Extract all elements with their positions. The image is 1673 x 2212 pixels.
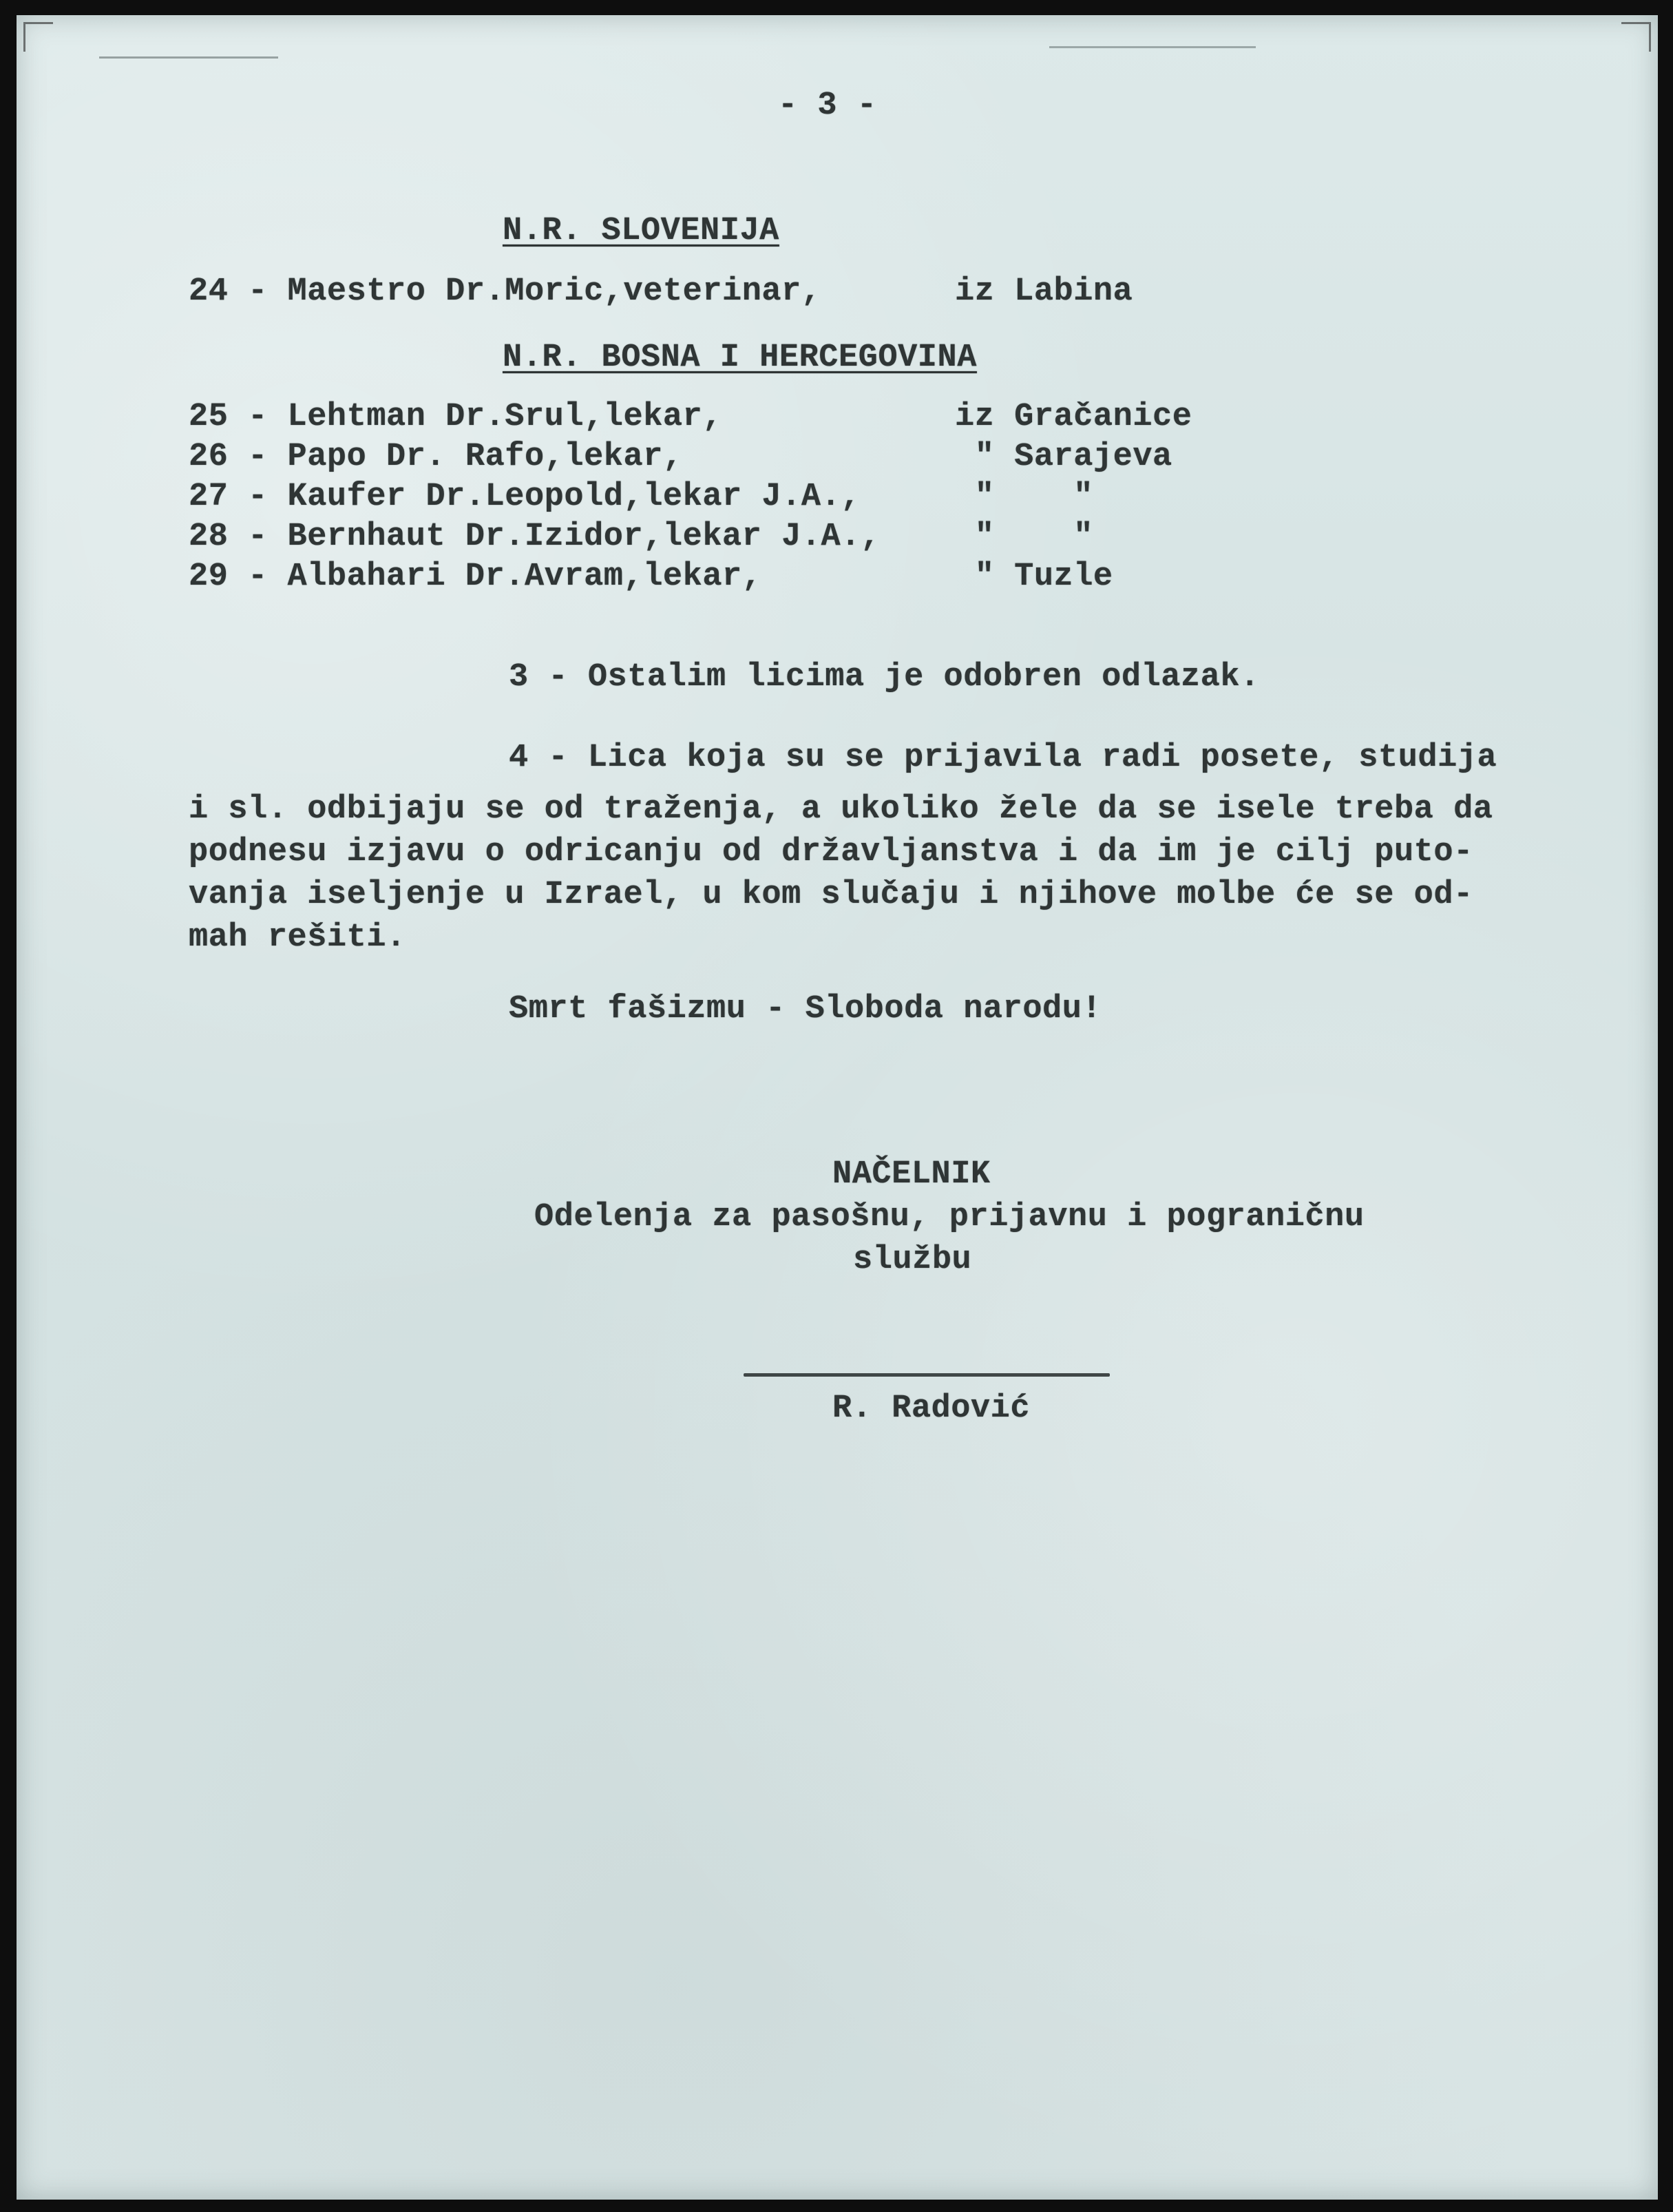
list-item-name: 29 - Albahari Dr.Avram,lekar, xyxy=(189,559,762,595)
list-item-origin: iz Gračanice xyxy=(955,399,1192,435)
signature-organization: Odelenja za pasošnu, prijavnu i pograničnu xyxy=(534,1199,1365,1235)
list-item-name: 26 - Papo Dr. Rafo,lekar, xyxy=(189,439,683,475)
signature-line xyxy=(744,1373,1110,1377)
list-item-name: 28 - Bernhaut Dr.Izidor,lekar J.A., xyxy=(189,519,881,555)
scan-edge-mark xyxy=(99,56,278,59)
scan-corner-mark xyxy=(23,22,53,52)
paragraph-4-line: i sl. odbijaju se od traženja, a ukoliko žele da se isele treba da xyxy=(189,791,1493,828)
list-item-name: 27 - Kaufer Dr.Leopold,lekar J.A., xyxy=(189,479,861,515)
scan-corner-mark xyxy=(1621,22,1651,52)
list-item-origin: " " xyxy=(955,479,1093,515)
paragraph-4-line: vanja iseljenje u Izrael, u kom slučaju i njihove molbe će se od- xyxy=(189,877,1473,913)
paragraph-4-line: mah rešiti. xyxy=(189,919,406,956)
list-item-origin: " Tuzle xyxy=(955,559,1113,595)
list-item-origin: " " xyxy=(955,519,1093,555)
list-item-name: 25 - Lehtman Dr.Srul,lekar, xyxy=(189,399,723,435)
paragraph-3: 3 - Ostalim licima je odobren odlazak. xyxy=(509,659,1260,696)
list-item-origin: iz Labina xyxy=(955,273,1133,310)
signature-title: NAČELNIK xyxy=(832,1156,991,1193)
scan-edge-mark xyxy=(1049,46,1256,48)
closing-salutation: Smrt fašizmu - Sloboda narodu! xyxy=(509,991,1102,1027)
paragraph-4-line: podnesu izjavu o odricanju od državljanstva i da im je cilj puto- xyxy=(189,834,1473,870)
page-number: - 3 - xyxy=(778,87,877,124)
list-item-name: 24 - Maestro Dr.Moric,veterinar, xyxy=(189,273,821,310)
section-heading-slovenija: N.R. SLOVENIJA xyxy=(503,213,779,249)
document-page xyxy=(17,15,1658,2200)
list-item-origin: " Sarajeva xyxy=(955,439,1172,475)
section-heading-bih: N.R. BOSNA I HERCEGOVINA xyxy=(503,340,977,376)
paragraph-4-line: 4 - Lica koja su se prijavila radi posete, studija xyxy=(509,740,1497,776)
signatory-name: R. Radović xyxy=(832,1390,1031,1427)
signature-organization: službu xyxy=(853,1242,972,1278)
